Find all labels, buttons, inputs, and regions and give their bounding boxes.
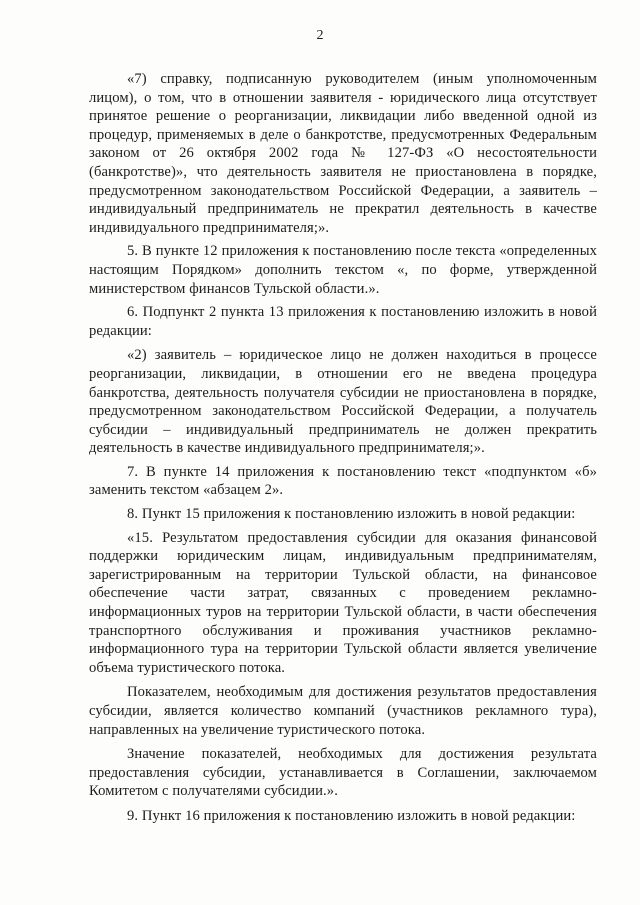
paragraph-8-amendment: 8. Пункт 15 приложения к постановлению изложить в новой редакции: (127, 506, 576, 523)
paragraph-7-amendment: 7. В пункте 14 приложения к постановлению текст «подпунктом «б» заменить текстом «абзацем 2». (89, 463, 597, 499)
paragraph-indicator: Показателем, необходимым для достижения результатов предоставления субсидии, является количество компаний (участников рекламного тура), направленных на увеличение туристического потока. (89, 684, 597, 738)
paragraph-6-amendment: 6. Подпункт 2 пункта 13 приложения к постановлению изложить в новой редакции: (89, 304, 597, 339)
paragraph-item-7-certificate: «7) справку, подписанную руководителем (иным уполномоченным лицом), о том, что в отношении заявителя - юридического лица отсутствует принятое решение о реорганизации, ликвидации либо введенной одной из процедур, применяемых в деле о банкротстве, предусмотренных Федеральным законом от 26 октября 2002 года № 127-ФЗ «О несостоятельности (банкротстве)», что деятельность заявителя не приостановлена в порядке, предусмотренном законодательством Российской Федерации, а заявитель – индивидуальный предприниматель не прекратил деятельность в качестве индивидуального предпринимателя;». (89, 71, 597, 236)
paragraph-5-amendment: 5. В пункте 12 приложения к постановлению после текста «определенных настоящим Порядком» дополнить текстом «, по форме, утвержденной министерством финансов Тульской области.». (89, 243, 597, 297)
paragraph-item-15-result: «15. Результатом предоставления субсидии для оказания финансовой поддержки юридическим лицам, индивидуальным предпринимателям, зарегистрированным на территории Тульской области, на финансовое обеспечение части затрат, связанных с проведением рекламно-информационных туров на территории Тульской области, в части обеспечения транспортного обслуживания и проживания участников рекламно-информационного тура на территории Тульской области является увеличение объема туристического потока. (89, 529, 597, 676)
paragraph-indicator-value: Значение показателей, необходимых для достижения результата предоставления субсидии, устанавливается в Соглашении, заключаемом Комитетом с получателями субсидии.». (89, 746, 597, 800)
paragraph-9-amendment: 9. Пункт 16 приложения к постановлению изложить в новой редакции: (127, 807, 576, 824)
paragraph-subitem-2-applicant: «2) заявитель – юридическое лицо не должен находиться в процессе реорганизации, ликвидации, в отношении его не введена процедура банкротства, деятельность получателя субсидии не приостановлена в порядке, предусмотренном законодательством Российской Федерации, а получатель субсидии – индивидуальный предприниматель не должен прекратить деятельность в качестве индивидуального предпринимателя;». (89, 347, 597, 457)
document-body (89, 70, 597, 826)
page-number: 2 (316, 28, 324, 43)
